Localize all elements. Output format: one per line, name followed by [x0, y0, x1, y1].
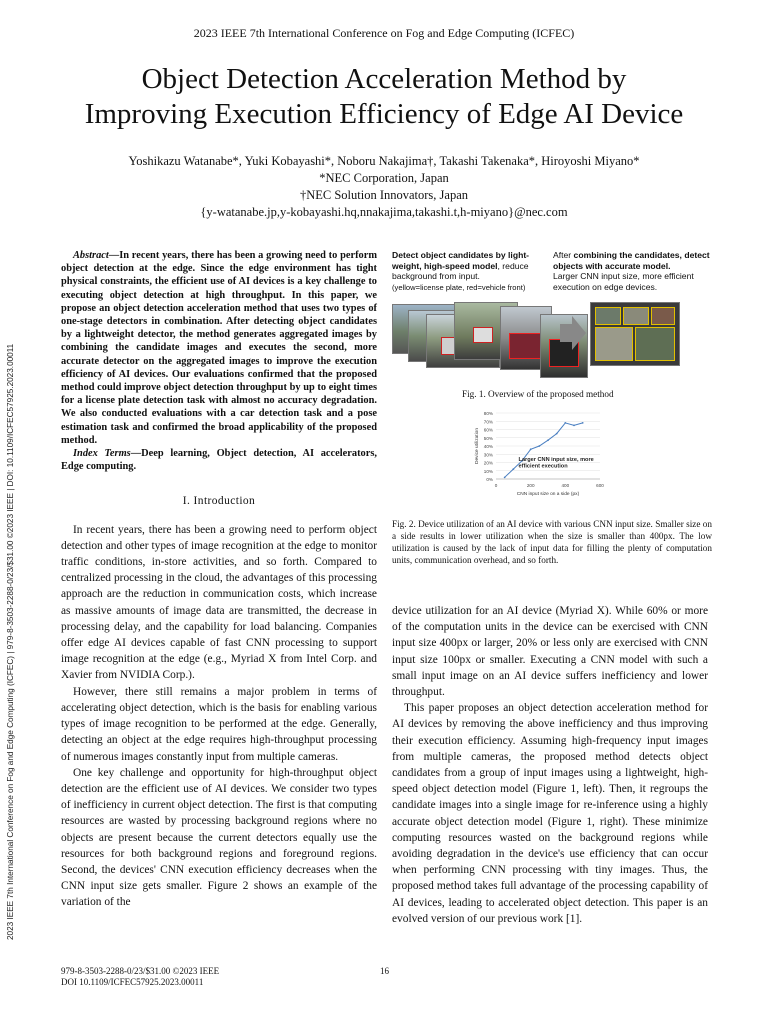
- side-doi-banner: 2023 IEEE 7th International Conference on Fog and Edge Computing (ICFEC) | 979-8-3503-2288-0/23/$31.00 ©2023 IEEE | DOI: 10.1109/ICFEC57925.2023.00011: [6, 343, 15, 940]
- fig1-right-rest: Larger CNN input size, more efficient execution on edge devices.: [553, 271, 694, 292]
- left-column: [61, 249, 377, 911]
- chart-annotation-line-2: efficient execution: [518, 463, 568, 470]
- x-tick-label: 200: [526, 483, 535, 488]
- section-heading-introduction: I. Introduction: [182, 495, 256, 508]
- affiliation-1: *NEC Corporation, Japan: [319, 171, 449, 185]
- y-tick-label: 50%: [483, 435, 493, 441]
- y-tick-label: 10%: [483, 468, 493, 474]
- paper-title: [30, 62, 738, 132]
- page-number: 16: [380, 966, 389, 976]
- footer-doi: DOI 10.1109/ICFEC57925.2023.00011: [61, 977, 204, 987]
- abstract-label: Abstract: [73, 250, 109, 261]
- fig1-left-bold: Detect object candidates by light-weight, high-speed model: [392, 250, 530, 271]
- title-line-2: Improving Execution Efficiency of Edge AI Device: [84, 98, 684, 130]
- data-point: [582, 422, 584, 424]
- x-tick-label: 400: [561, 483, 570, 488]
- candidate-tile: [595, 327, 633, 361]
- author-block: [30, 153, 738, 221]
- data-point: [547, 439, 549, 441]
- intro-paragraph-3: One key challenge and opportunity for high-throughput object detection are the efficient use of AI devices. We consider two types of inefficiency in current object detection. The first is that computing resources are wasted by processing background regions where no objects are present because the current detectors equally use the resources for both background regions and foreground regions. Second, the devices' CNN execution efficiency decreases when the CNN input size gets smaller. Figure 2 shows an example of the variation of the: [61, 766, 377, 909]
- candidate-tile: [595, 307, 621, 325]
- index-terms-text: —Deep learning, Object detection, AI accelerators, Edge computing.: [61, 448, 377, 473]
- fig1-illustration: [392, 298, 712, 378]
- arrow-right-icon: [572, 316, 586, 350]
- fig1-left-label: [392, 250, 542, 293]
- index-terms-label: Index Terms: [73, 448, 131, 460]
- fig2-caption: Fig. 2. Device utilization of an AI device with various CNN input size. Smaller size on a side results in lower utilization when the size is smaller than 400px. The low utilization is caused by the lack of input data for filling the plenty of computation units, communication overhead, and so forth.: [392, 519, 712, 565]
- x-tick-label: 0: [494, 483, 498, 488]
- footer-info: [61, 966, 219, 988]
- x-tick-label: 600: [596, 483, 604, 488]
- data-point: [530, 448, 532, 450]
- fig1-right-bold: combining the candidates, detect objects with accurate model.: [553, 250, 710, 271]
- fig1-right-label: [553, 250, 718, 292]
- author-emails: {y-watanabe.jp,y-kobayashi.hq,nnakajima,takashi.t,h-miyano}@nec.com: [200, 205, 568, 219]
- x-axis-label: CNN input size on a side (px): [516, 492, 580, 497]
- y-tick-label: 40%: [483, 444, 493, 449]
- fig1-right-pre: After: [553, 250, 574, 260]
- fig1-left-rest: , reduce background from input.: [392, 260, 529, 281]
- fig2-chart: [460, 405, 620, 505]
- y-tick-label: 0%: [486, 477, 493, 482]
- data-point: [504, 476, 506, 478]
- y-tick-label: 30%: [483, 452, 493, 458]
- aggregated-image: [590, 302, 680, 366]
- abstract: [61, 249, 377, 473]
- intro-paragraph-2: However, there still remains a major problem in terms of accelerating object detection, which is the basis for enabling various types of image recognition to be performed at the edge. Generally, detecting an object at the edge requires high-throughput processing of numerous images constantly input from multiple cameras.: [61, 685, 377, 763]
- title-line-1: Object Detection Acceleration Method by: [141, 63, 627, 95]
- arrow-shaft: [560, 324, 572, 342]
- data-point: [512, 468, 514, 470]
- right-paragraph-2: This paper proposes an object detection acceleration method for AI devices by removing the above inefficiency and thus improving their execution efficiency. Assuming high-frequency input images from multiple cameras, the proposed method detects object candidates from a group of input images using a lightweight, high-speed object detection model (Figure 1, left). Then, it regroups the candidate images into a single image for re-inference using a highly accurate object detection model (Figure 1, right). These minimize computing resources wasted on the background regions while avoiding degradation in the device's use efficiency that can occur when performing CNN processing with tiny images. Thus, the proposed method takes full advantage of the processing capability of AI devices, leading to accelerated object detection. This paper is an evolved version of our previous work [1].: [392, 702, 708, 925]
- y-tick-label: 80%: [483, 411, 493, 416]
- data-point: [538, 445, 540, 447]
- abstract-text: —In recent years, there has been a growing need to perform object detection at the edge. Since the edge environment has tight physical constraints, the efficient use of AI devices is a key challenge to executing object detection at high throughput. In this paper, we propose an object detection acceleration method that uses two types of one-stage detectors in combination. After detecting object candidates by a lightweight detector, the method generates aggregated images by combining the candidate images and executes the second, more accurate detector on the aggregated images to improve the execution efficiency of AI devices. Our evaluations confirmed that the proposed method could improve object detection throughput by up to eight times for a license plate detection task with almost no accuracy degradation. We also conducted evaluations with a car detection task and a pose estimation task and confirmed the broad applicability of the proposed method.: [61, 250, 377, 446]
- candidate-tile: [623, 307, 649, 325]
- footer-isbn: 979-8-3503-2288-0/23/$31.00 ©2023 IEEE: [61, 966, 220, 976]
- data-point: [573, 424, 575, 426]
- affiliation-2: †NEC Solution Innovators, Japan: [299, 188, 469, 202]
- y-axis-label: Device utilization: [475, 428, 480, 464]
- data-point: [564, 422, 566, 424]
- right-column: [392, 603, 708, 927]
- y-tick-label: 20%: [483, 460, 493, 466]
- vehicle-box-icon: [509, 333, 541, 359]
- data-point: [556, 433, 558, 435]
- author-list: Yoshikazu Watanabe*, Yuki Kobayashi*, Noboru Nakajima†, Takashi Takenaka*, Hiroyoshi Miyano*: [128, 154, 640, 168]
- intro-paragraph-1: In recent years, there has been a growing need to perform object detection and other types of image recognition at the edge to monitor traffic conditions, in-store activities, and so forth. Compared to centralized processing in the cloud, the advantages of this processing approach are the reduction in communication costs, which increase as massive amounts of image data are transmitted, the decrease in processing delay, and the capability for load balancing. Companies offer edge AI devices capable of fast CNN processing to support image recognition at the edge (e.g., Myriad X from Intel Corp. and Xavier from NVIDIA Corp.).: [61, 523, 377, 682]
- fig1-caption: Fig. 1. Overview of the proposed method: [462, 389, 614, 399]
- fig1-left-note: (yellow=license plate, red=vehicle front): [392, 282, 526, 292]
- y-tick-label: 60%: [483, 427, 493, 433]
- y-tick-label: 70%: [483, 419, 493, 425]
- candidate-tile: [635, 327, 675, 361]
- vehicle-box-icon: [473, 327, 493, 343]
- chart-annotation-line-1: Larger CNN input size, more: [518, 456, 594, 463]
- right-paragraph-1: device utilization for an AI device (Myriad X). While 60% or more of the computation units in the device can be exercised with CNN input size 400px or larger, 20% or less only are exercised with CNN input size 100px or smaller. Executing a CNN model with such a small input image on an AI device suffers inefficiency and lower throughput.: [392, 605, 708, 699]
- candidate-tile: [651, 307, 675, 325]
- conference-header: 2023 IEEE 7th International Conference on Fog and Edge Computing (ICFEC): [193, 26, 575, 40]
